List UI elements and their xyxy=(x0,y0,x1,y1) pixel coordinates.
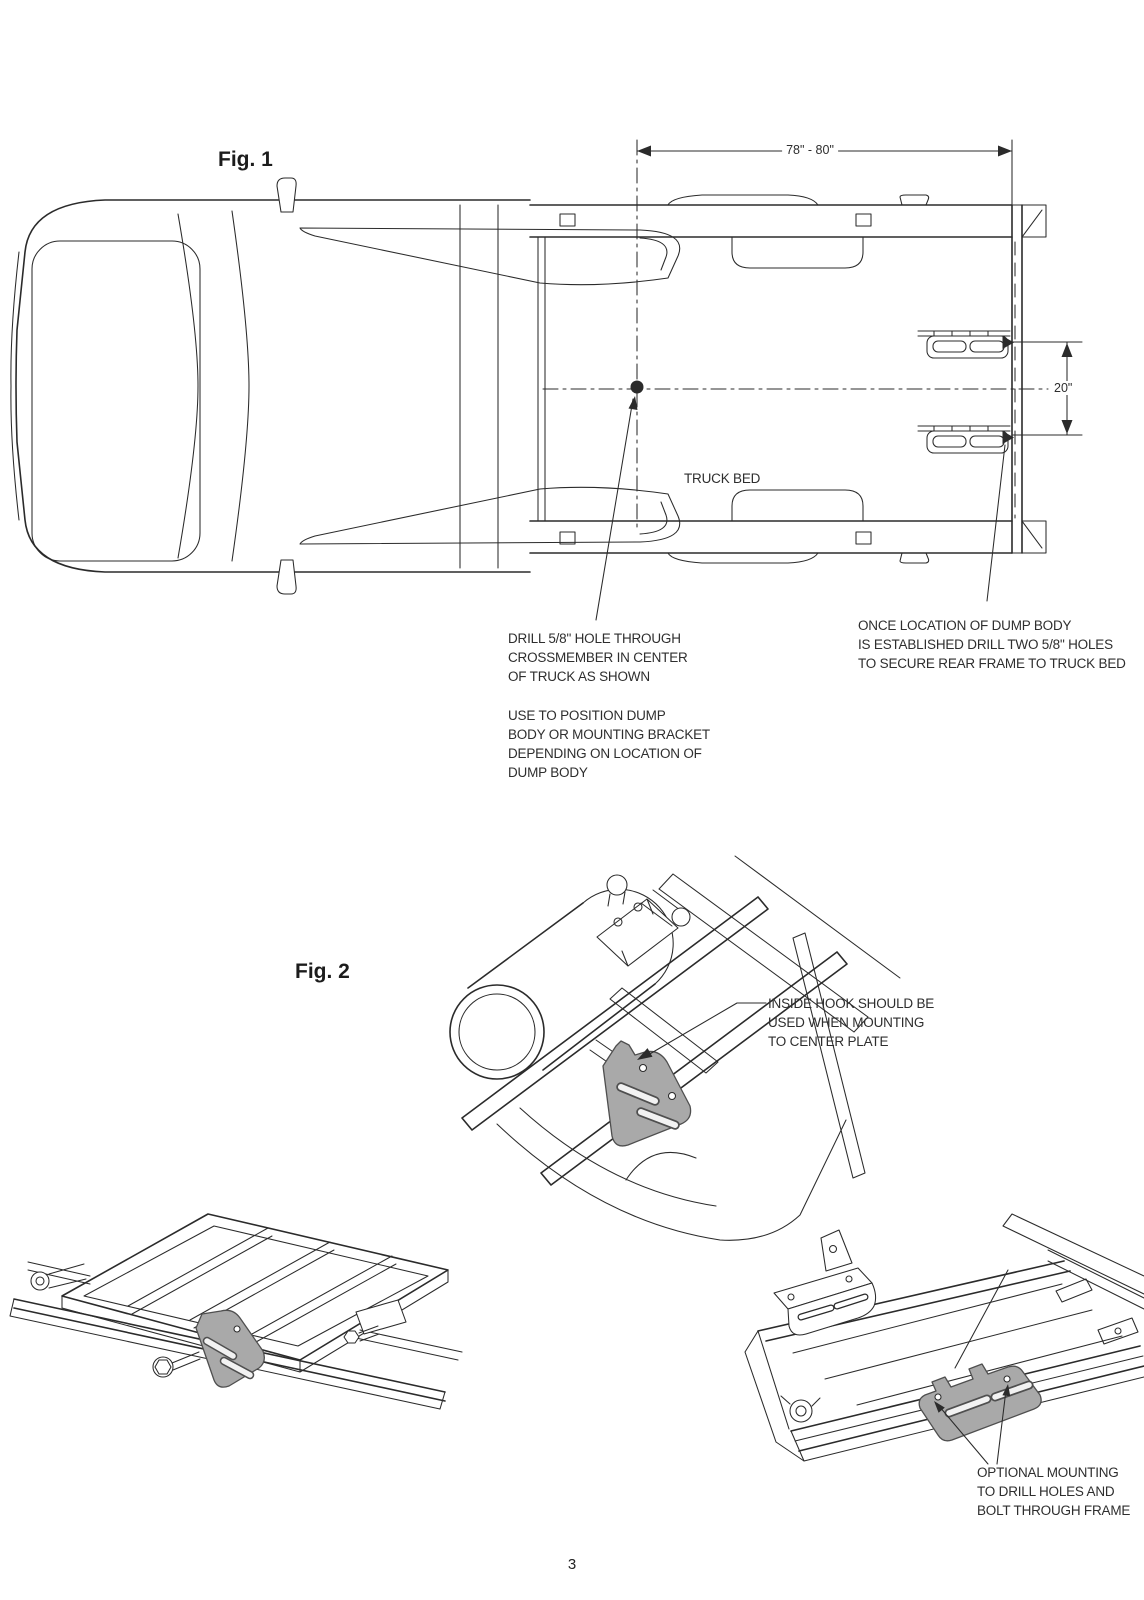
note-line: DUMP BODY xyxy=(508,765,588,780)
fig2-optional-mount-view xyxy=(745,1214,1144,1464)
mounting-bolt-right xyxy=(344,1300,406,1343)
dim-spacing-label: 20" xyxy=(1050,381,1076,395)
note-line: BODY OR MOUNTING BRACKET xyxy=(508,727,710,742)
leader-rear-holes xyxy=(987,445,1005,601)
note-line: USED WHEN MOUNTING xyxy=(768,1015,925,1030)
note-line: TO SECURE REAR FRAME TO TRUCK BED xyxy=(858,656,1126,671)
note-rear-holes xyxy=(858,616,1126,673)
center-hole-dot xyxy=(631,381,644,394)
note-line: DEPENDING ON LOCATION OF xyxy=(508,746,702,761)
note-line: DRILL 5/8" HOLE THROUGH xyxy=(508,631,681,646)
note-line: USE TO POSITION DUMP xyxy=(508,708,666,723)
note-line: BOLT THROUGH FRAME xyxy=(977,1503,1131,1518)
note-optional-mounting xyxy=(977,1463,1130,1520)
rear-mounting-brackets xyxy=(918,331,1014,453)
leader-inside-hook xyxy=(637,1003,766,1060)
note-line: TO CENTER PLATE xyxy=(768,1034,889,1049)
note-drill-center xyxy=(508,629,688,686)
leader-center-hole xyxy=(596,396,638,620)
mirror-top xyxy=(277,178,296,212)
truck-bed-label: TRUCK BED xyxy=(684,471,761,486)
note-line: OPTIONAL MOUNTING xyxy=(977,1465,1119,1480)
dim-width-label: 78" - 80" xyxy=(782,143,838,157)
note-position-dump-body xyxy=(508,706,710,782)
note-line: TO DRILL HOLES AND xyxy=(977,1484,1115,1499)
note-line: ONCE LOCATION OF DUMP BODY xyxy=(858,618,1072,633)
optional-mount-plate-bracket xyxy=(919,1364,1041,1441)
fig1-label: Fig. 1 xyxy=(218,148,273,171)
note-line: CROSSMEMBER IN CENTER xyxy=(508,650,688,665)
note-line: INSIDE HOOK SHOULD BE xyxy=(768,996,935,1011)
mirror-bottom xyxy=(277,560,296,594)
fig2-label: Fig. 2 xyxy=(295,960,350,983)
truck-bed-frame xyxy=(530,195,1046,563)
centerlines xyxy=(543,140,1048,528)
note-inside-hook xyxy=(768,994,934,1051)
truck-cab-top-view xyxy=(11,178,680,594)
note-line: IS ESTABLISHED DRILL TWO 5/8" HOLES xyxy=(858,637,1113,652)
page-number: 3 xyxy=(567,1556,577,1573)
hydraulic-power-unit xyxy=(450,875,690,1079)
frame-hook-bracket xyxy=(196,1310,264,1387)
fig2-subframe-on-truck-frame xyxy=(10,1214,462,1409)
note-line: OF TRUCK AS SHOWN xyxy=(508,669,650,684)
